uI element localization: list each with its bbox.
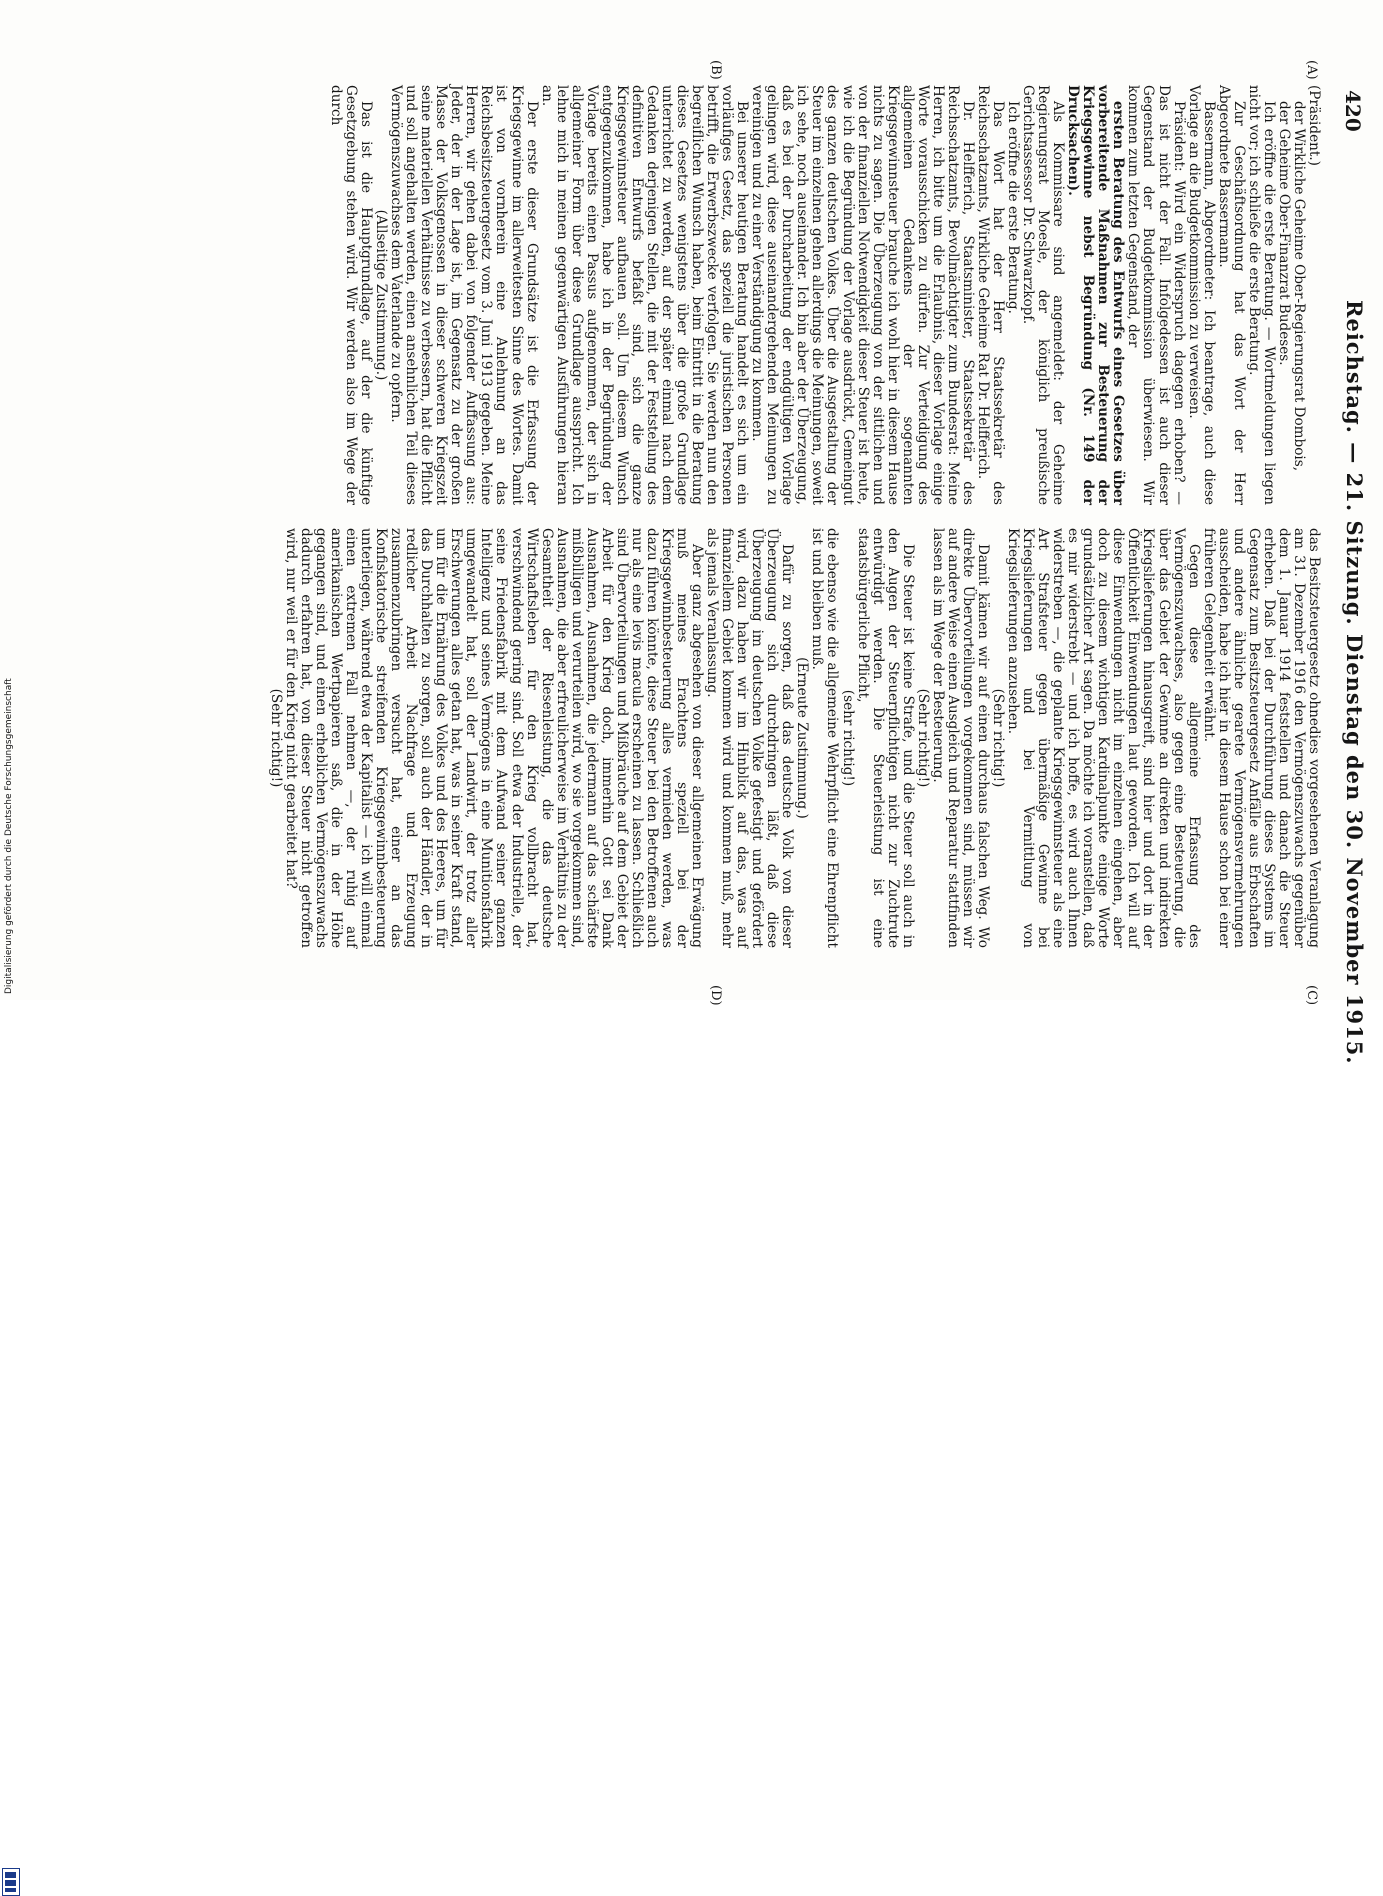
page-header [1323,0,1383,1065]
paragraph: Ich eröffne die erste Beratung. — Wortmeldungen liegen nicht vor; ich schließe die erste Beratung. [1245,85,1277,505]
interjection: (Sehr richtig!) [914,688,931,788]
paragraph: Damit kämen wir auf einen durchaus falschen Weg. Wo direkte Übervorteilungen vorgekommen sind, müssen wir auf andere Weise einen Ausgleich und Reparatur stattfinden lassen als im Wege der Besteuerung. [929,528,991,948]
paragraph: das Besitzsteuergesetz ohnedies vorgesehenen Veranlagung am 31. Dezember 1916 den Vermögenszuwachs gegenüber dem 1. Januar 1914 feststellen und danach die Steuer erheben. Daß bei der Durchführung dieses Systems im Gegensatz zum Besitzsteuergesetz Anfälle aus Erbschaften und andere ähnliche gearete Vermögensvermehrungen ausscheiden, habe ich hier in diesem Hause schon bei einer früheren Gelegenheit erwähnt. [1200,528,1322,948]
interjection: (Sehr richtig!) [990,688,1007,788]
paragraph: Dafür zu sorgen, daß das deutsche Volk von dieser Überzeugung sich durchdringen läßt, daß diese Überzeugung im deutschen Volke gefestigt und gefördert wird, dazu haben wir im Hinblick auf das, was auf finanziellem Gebiet kommen wird und kommen muß, mehr als jemals Veranlassung. [704,528,796,948]
running-title: Reichstag. — 21. Sitzung. Dienstag den 30. November 1915. [1342,300,1367,1065]
paragraph: Ich eröffne die erste Beratung. [1005,101,1022,314]
paragraph: Zur Geschäftsordnung hat das Wort der Herr Abgeordnete Bassermann. [1215,85,1247,505]
paragraph: Das Wort hat der Herr Staatssekretär des Reichsschatzamts, Wirkliche Geheime Rat Dr. Helfferich. [974,85,1007,505]
interjection: (sehr richtig!) [839,689,856,787]
paragraph: Bei unserer heutigen Beratung handelt es sich um ein vorläufiges Gesetz, das speziell die juristischen Personen betrifft, die Erwerbszwecke verfolgen. Sie werden nun den begreiflichen Wunsch haben, beim Eintritt in die Beratung dieses Gesetzes wenigstens über die große Grundlage unterrichtet zu werden, auf der später einmal nach dem Gedanken derjenigen Stellen, die mit der Feststellung des definitiven Entwurfs befaßt sind, sich die ganze Kriegsgewinnsteuer aufbauen soll. Um diesem Wunsch entgegenzukommen, habe ich in der Begründung der Vorlage bereits einen Passus aufgenommen, der sich in allgemeiner Form über diese Grundlage ausspricht. Ich lehne mich in meinen gegenwärtigen Ausführungen hieran an. [538,85,751,505]
paragraph: Als Kommissare sind angemeldet: der Geheime Regierungsrat Moesle, der königlich preußische Gerichtsassessor Dr. Schwarzkopf. [1020,85,1067,505]
right-column [268,528,1321,948]
funding-notice: Digitalisierung gefördert durch die Deutsche Forschungsgemeinschaft [4,678,14,994]
agenda-item: ersten Beratung des Entwurfs eines Gesetzes über vorbereitende Maßnahmen zur Besteuerung der Kriegsgewinne nebst Begründung (Nr. 149 der Drucksachen). [1065,85,1127,505]
paragraph: Der erste dieser Grundsätze ist die Erfassung der Kriegsgewinne im allerweitesten Sinne des Wortes. Damit ist von vornherein eine Anlehnung an das Reichsbesitzsteuergesetz vom 3. Juni 1913 gegeben. Meine Herren, wir gehen dabei von folgender Auffassung aus: Jeder, der in der Lage ist, im Gegensatz zu der großen Masse der Volksgenossen in dieser schweren Kriegszeit seine materiellen Verhältnisse zu verbessern, hat die Pflicht und soll angehalten werden, einen ansehnlichen Teil dieses Vermögenszuwachses dem Vaterlande zu opfern. [388,85,540,505]
paragraph: der Geheime Ober-Finanzrat Budeses. [1275,101,1292,366]
interjection: (Allseitige Zustimmung.) [373,209,390,381]
paragraph: Präsident: Wird ein Widerspruch dagegen erhoben? — Das ist nicht der Fall. Infolgedessen ist auch dieser Gegenstand der Budgetkommission überwiesen. Wir kommen zum letzten Gegenstand, der [1125,85,1187,505]
margin-marker-d: (D) [708,985,723,1006]
paragraph: die ebenso wie die allgemeine Wehrpflicht eine Ehrenpflicht ist und bleiben muß. [809,528,841,948]
paragraph: Bassermann, Abgeordneter: Ich beantrage, auch diese Vorlage an die Budgetkommission zu verweisen. [1185,85,1217,505]
speaker-note: (Präsident.) [1306,85,1322,166]
paragraph: der Wirkliche Geheime Ober-Regierungsrat Dombois, [1290,101,1307,472]
margin-marker-a: (A) [1304,60,1319,80]
paragraph: Aber ganz abgesehen von dieser allgemeinen Erwägung muß meines Erachtens speziell bei der Kriegsgewinnbesteuerung alles vermieden werden, was dazu führen könnte, diese Steuer bei den Betroffenen auch nur als eine levis macula erscheinen zu lassen. Schließlich sind Übervorteilungen und Mißbräuche auf dem Gebiet der Arbeit für den Krieg doch, immerhin Gott sei Dank Ausnahmen, Ausnahmen, die jedermann auf das schärfste mißbilligen und verurteilen wird, wo sie vorgekommen sind, Ausnahmen, die aber erfreulicherweise im Verhältnis zu der Gesamtheit der Riesenleistung, die das deutsche Wirtschaftsleben für den Krieg vollbracht hat, verschwindend gering sind. Soll etwa der Industrielle, der seine Friedensfabrik mit dem Aufwand seiner ganzen Intelligenz und seines Vermögens in eine Munitionsfabrik umgewandelt hat, soll der Landwirt, der trotz aller Erschwerungen alles getan hat, was in seiner Kraft stand, um für die Ernährung des Volkes und des Heeres, um für das Durchhalten zu sorgen, soll auch der Händler, der in redlicher Arbeit Nachfrage und Erzeugung zusammenzubringen versucht hat, einer an das Konfiskatorische streifenden Kriegsgewinnbesteuerung unterliegen, während etwa der Kapitalist — ich will einmal einen extremen Fall nehmen —, der ruhig auf amerikanischen Wertpapieren saß, die in der Höhe gegangen sind, und einen erheblichen Vermögenszuwachs dadurch erfahren hat, von dieser Steuer nicht getroffen wird, nur weil er für den Krieg nicht gearbeitet hat? [282,528,706,948]
left-column [328,85,1321,505]
paragraph: Dr. Helfferich, Staatsminister, Staatssekretär des Reichsschatzamts, Bevollmächtigter zum Bundesrat: Meine Herren, ich bitte um die Erlaubnis, dieser Vorlage einige Worte vorausschicken zu dürfen. Zur Verteidigung des allgemeinen Gedankens der sogenannten Kriegsgewinnsteuer brauche ich wohl hier in diesem Hause nichts zu sagen. Die Überzeugung von der sittlichen und von der finanziellen Notwendigkeit dieser Steuer ist heute, wie ich die Begründung der Vorlage ausdrückt, Gemeingut des ganzen deutschen Volkes. Über die Ausgestaltung der Steuer im einzelnen gehen allerdings die Meinungen, soweit ich sehe, noch auseinander. Ich bin aber der Überzeugung, daß es bei der Durcharbeitung der endgültigen Vorlage gelingen wird, diese auseinandergehenden Meinungen zu vereinigen und zu einer Verständigung zu kommen. [749,85,976,505]
margin-marker-c: (C) [1304,985,1319,1006]
interjection: (Erneute Zustimmung.) [794,657,811,819]
paragraph: Das ist die Hauptgrundlage, auf der die künftige Gesetzgebung stehen wird. Wir werden also im Wege der durch [327,85,375,505]
dfg-logo-icon [2,1868,20,1896]
interjection: (Sehr richtig!) [267,688,284,788]
paragraph: Die Steuer ist keine Strafe, und die Steuer soll auch in den Augen der Steuerpflichtigen nicht zur Zuchtrute entwürdigt werden. Die Steuerleistung ist eine staatsbürgerliche Pflicht, [854,528,916,948]
page-number: 420 [1341,90,1365,132]
margin-marker-b: (B) [708,60,723,80]
paragraph: Gegen diese allgemeine Erfassung des Vermögenszuwachses, also gegen eine Besteuerung, die über das Gebiet der Gewinne an direkten und indirekten Kriegslieferungen hinausgreift, sind hier und dort in der Öffentlichkeit Einwendungen laut geworden. Ich will auf diese Einwendungen nicht im einzelnen eingehen, aber doch zu diesem wichtigen Kardinalpunkte einige Worte grundsätzlicher Art sagen. Da möchte ich voranstellen, daß es mir widerstrebt — und ich hoffe, es wird auch Ihnen widerstreben —, die geplante Kriegsgewinnsteuer als eine Art Strafsteuer gegen übermäßige Gewinne bei Kriegslieferungen und bei Vermittlung von Kriegslieferungen anzusehen. [1005,528,1202,948]
